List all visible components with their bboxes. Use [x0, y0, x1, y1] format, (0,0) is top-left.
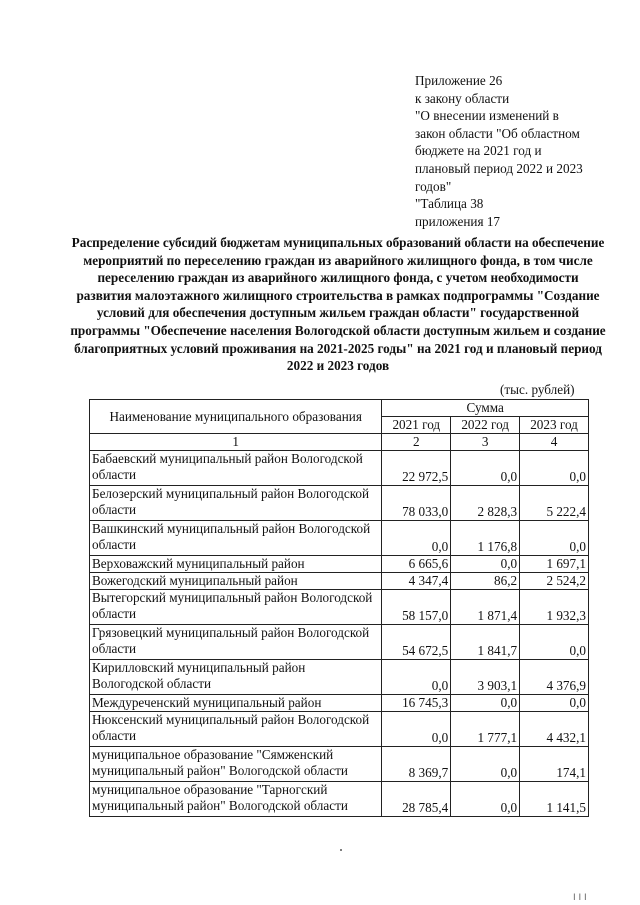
- appendix-line: "О внесении изменений в: [415, 108, 559, 124]
- value-2022: 0,0: [451, 782, 520, 817]
- table-row: [90, 747, 589, 782]
- value-2023: 1 697,1: [520, 556, 589, 573]
- value-2021: 28 785,4: [382, 782, 451, 817]
- value-2021: 4 347,4: [382, 573, 451, 590]
- value-2023: 0,0: [520, 521, 589, 556]
- value-2023: 174,1: [520, 747, 589, 782]
- municipality-name: Кирилловский муниципальный район Вологодской области: [90, 660, 382, 695]
- value-2022: 1 841,7: [451, 625, 520, 660]
- table-row: [90, 486, 589, 521]
- value-2021: 16 745,3: [382, 695, 451, 712]
- municipality-name: Вытегорский муниципальный район Вологодской области: [90, 590, 382, 625]
- municipality-name: Белозерский муниципальный район Вологодской области: [90, 486, 382, 521]
- scan-dot: [340, 849, 342, 851]
- column-number: 1: [90, 434, 382, 451]
- table-row: [90, 625, 589, 660]
- column-number: 3: [451, 434, 520, 451]
- value-2022: 0,0: [451, 451, 520, 486]
- table-row: [90, 521, 589, 556]
- table-row: [90, 782, 589, 817]
- value-2021: 0,0: [382, 712, 451, 747]
- municipality-name: Вожегодский муниципальный район: [90, 573, 382, 590]
- value-2023: 1 932,3: [520, 590, 589, 625]
- value-2021: 58 157,0: [382, 590, 451, 625]
- value-2021: 54 672,5: [382, 625, 451, 660]
- value-2023: 0,0: [520, 695, 589, 712]
- header-sum: Сумма: [382, 400, 589, 417]
- value-2022: 0,0: [451, 556, 520, 573]
- value-2022: 1 176,8: [451, 521, 520, 556]
- value-2021: 8 369,7: [382, 747, 451, 782]
- value-2022: 0,0: [451, 695, 520, 712]
- municipality-name: Междуреченский муниципальный район: [90, 695, 382, 712]
- municipality-name: муниципальное образование "Тарногский муниципальный район" Вологодской области: [90, 782, 382, 817]
- municipality-name: Вашкинский муниципальный район Вологодской области: [90, 521, 382, 556]
- table-row: [90, 695, 589, 712]
- appendix-line: бюджете на 2021 год и: [415, 143, 542, 159]
- table-row: [90, 590, 589, 625]
- municipality-name: Грязовецкий муниципальный район Вологодской области: [90, 625, 382, 660]
- value-2022: 3 903,1: [451, 660, 520, 695]
- subsidy-table: [89, 399, 589, 817]
- appendix-line: приложения 17: [415, 213, 501, 229]
- value-2022: 1 777,1: [451, 712, 520, 747]
- table-row: [90, 712, 589, 747]
- value-2023: 2 524,2: [520, 573, 589, 590]
- column-number-row: [90, 434, 589, 451]
- value-2022: 86,2: [451, 573, 520, 590]
- appendix-line: годов": [415, 178, 452, 194]
- value-2023: 5 222,4: [520, 486, 589, 521]
- value-2022: 1 871,4: [451, 590, 520, 625]
- table-row: [90, 660, 589, 695]
- value-2021: 0,0: [382, 521, 451, 556]
- value-2023: 0,0: [520, 625, 589, 660]
- appendix-line: "Таблица 38: [415, 196, 484, 212]
- appendix-line: к закону области: [415, 90, 510, 106]
- municipality-name: Верховажский муниципальный район: [90, 556, 382, 573]
- appendix-line: плановый период 2022 и 2023: [415, 160, 583, 176]
- municipality-name: Бабаевский муниципальный район Вологодской области: [90, 451, 382, 486]
- value-2021: 78 033,0: [382, 486, 451, 521]
- value-2023: 4 432,1: [520, 712, 589, 747]
- value-2021: 0,0: [382, 660, 451, 695]
- municipality-name: Нюксенский муниципальный район Вологодской области: [90, 712, 382, 747]
- page-mark: I I I: [573, 893, 587, 903]
- municipality-name: муниципальное образование "Сямженский муниципальный район" Вологодской области: [90, 747, 382, 782]
- value-2021: 6 665,6: [382, 556, 451, 573]
- table-row: [90, 451, 589, 486]
- header-name: Наименование муниципального образования: [90, 400, 382, 434]
- appendix-line: Приложение 26: [415, 73, 503, 88]
- table-row: [90, 573, 589, 590]
- unit-label: (тыс. рублей): [500, 382, 575, 397]
- value-2023: 0,0: [520, 451, 589, 486]
- document-title: Распределение субсидий бюджетам муниципальных образований области на обеспечение мероприятий по переселению граждан из аварийного жилищного фонда, в том числе переселению граждан из аварийного жилищного фонда, с учетом необходимости развития малоэтажного жилищного строительства в рамках подпрограммы "Создание условий для обеспечения доступным жильем граждан области" государственной программы "Обеспечение населения Вологодской области доступным жильем и создание благоприятных условий проживания на 2021-2025 годы" на 2021 год и плановый период 2022 и 2023 годов: [70, 235, 606, 374]
- value-2022: 0,0: [451, 747, 520, 782]
- value-2023: 1 141,5: [520, 782, 589, 817]
- table-row: [90, 556, 589, 573]
- appendix-line: закон области "Об областном: [415, 125, 580, 141]
- appendix-reference: [415, 72, 615, 230]
- value-2023: 4 376,9: [520, 660, 589, 695]
- column-number: 2: [382, 434, 451, 451]
- column-number: 4: [520, 434, 589, 451]
- header-2023: 2023 год: [520, 417, 589, 434]
- value-2022: 2 828,3: [451, 486, 520, 521]
- table-header-row: [90, 400, 589, 417]
- header-2021: 2021 год: [382, 417, 451, 434]
- value-2021: 22 972,5: [382, 451, 451, 486]
- header-2022: 2022 год: [451, 417, 520, 434]
